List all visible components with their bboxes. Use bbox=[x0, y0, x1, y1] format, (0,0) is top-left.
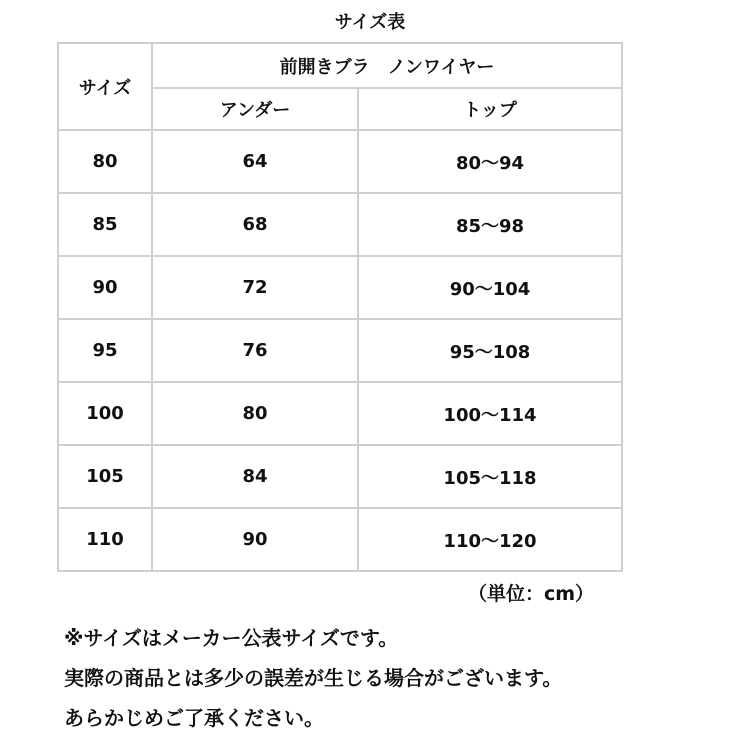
cell-under: 72 bbox=[152, 256, 358, 319]
header-top: トップ bbox=[358, 88, 622, 130]
cell-under: 80 bbox=[152, 382, 358, 445]
table-row bbox=[58, 130, 622, 193]
unit-label: （単位：cm） bbox=[468, 583, 595, 605]
cell-size: 90 bbox=[58, 256, 152, 319]
cell-under: 68 bbox=[152, 193, 358, 256]
cell-size: 80 bbox=[58, 130, 152, 193]
table-row bbox=[58, 193, 622, 256]
cell-under: 76 bbox=[152, 319, 358, 382]
cell-top: 105～118 bbox=[358, 445, 622, 508]
cell-size: 100 bbox=[58, 382, 152, 445]
cell-size: 95 bbox=[58, 319, 152, 382]
cell-top: 95～108 bbox=[358, 319, 622, 382]
header-under: アンダー bbox=[152, 88, 358, 130]
cell-size: 85 bbox=[58, 193, 152, 256]
cell-under: 64 bbox=[152, 130, 358, 193]
note-line: 実際の商品とは多少の誤差が生じる場合がございます。 bbox=[64, 666, 563, 690]
table-row bbox=[58, 256, 622, 319]
cell-top: 90～104 bbox=[358, 256, 622, 319]
cell-top: 85～98 bbox=[358, 193, 622, 256]
cell-under: 84 bbox=[152, 445, 358, 508]
cell-top: 80～94 bbox=[358, 130, 622, 193]
table-row bbox=[58, 382, 622, 445]
table-row bbox=[58, 319, 622, 382]
cell-under: 90 bbox=[152, 508, 358, 571]
header-product: 前開きブラ ノンワイヤー bbox=[152, 43, 622, 88]
cell-size: 105 bbox=[58, 445, 152, 508]
cell-top: 110～120 bbox=[358, 508, 622, 571]
cell-top: 100～114 bbox=[358, 382, 622, 445]
header-size: サイズ bbox=[58, 43, 152, 130]
note-line: あらかじめご了承ください。 bbox=[64, 706, 324, 730]
size-table bbox=[57, 42, 623, 572]
table-row bbox=[58, 445, 622, 508]
page-title: サイズ表 bbox=[334, 12, 406, 33]
table-header-row bbox=[58, 43, 622, 88]
table-row bbox=[58, 508, 622, 571]
note-line: ※サイズはメーカー公表サイズです。 bbox=[64, 626, 399, 650]
cell-size: 110 bbox=[58, 508, 152, 571]
